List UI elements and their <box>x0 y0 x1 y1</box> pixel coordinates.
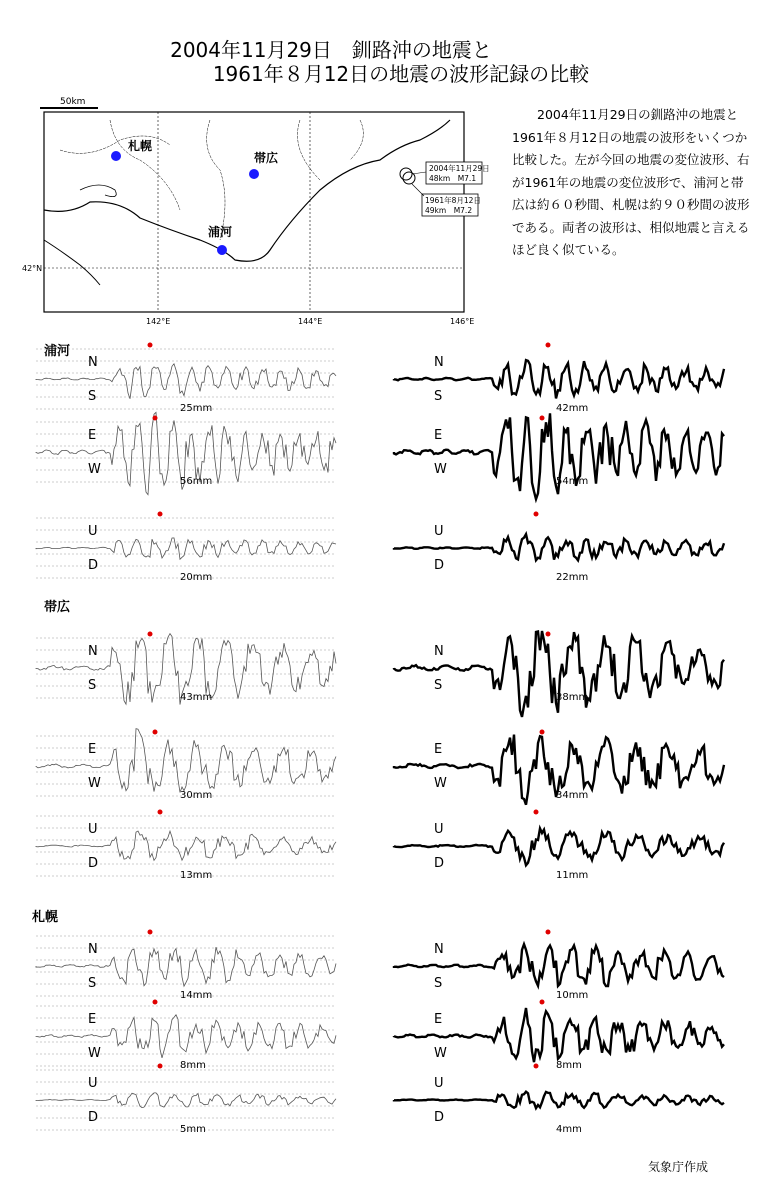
right-amp-marker <box>540 730 545 735</box>
left-amplitude-ud: 13mm <box>180 870 213 881</box>
lon-label-142: 142°E <box>146 317 171 326</box>
sapporo-marker <box>111 151 121 161</box>
right-amplitude-ns: 38mm <box>556 692 589 703</box>
right-amp-marker <box>534 1064 539 1069</box>
label-e-right: E <box>434 428 443 443</box>
left-trace-ns <box>36 364 336 399</box>
label-n-left: N <box>88 942 98 957</box>
lat-label: 42°N <box>22 264 43 273</box>
event-2004-info: 48km M7.1 <box>429 174 477 183</box>
label-d-left: D <box>88 1110 99 1125</box>
label-w-right: W <box>434 462 447 477</box>
label-d-left: D <box>88 558 99 573</box>
event-1961-date: 1961年8月12日 <box>425 196 481 205</box>
lon-label-144: 144°E <box>298 317 323 326</box>
right-amp-marker <box>534 512 539 517</box>
left-amplitude-ud: 20mm <box>180 572 213 583</box>
sapporo-label: 札幌 <box>128 139 153 153</box>
right-amp-marker <box>540 1000 545 1005</box>
label-n-right: N <box>434 942 444 957</box>
left-amp-marker <box>158 810 163 815</box>
left-amp-marker <box>158 512 163 517</box>
map-scale-label: 50km <box>60 97 86 107</box>
left-amplitude-ew: 56mm <box>180 476 213 487</box>
left-amp-marker <box>148 632 153 637</box>
left-amp-marker <box>158 1064 163 1069</box>
label-e-left: E <box>88 1012 97 1027</box>
label-u-left: U <box>88 822 98 837</box>
left-amplitude-ew: 30mm <box>180 790 213 801</box>
coastline <box>44 120 450 261</box>
label-s-right: S <box>434 976 443 991</box>
left-amplitude-ns: 43mm <box>180 692 213 703</box>
label-s-left: S <box>88 976 97 991</box>
label-d-right: D <box>434 558 445 573</box>
right-amp-marker <box>546 343 551 348</box>
label-n-right: N <box>434 644 444 659</box>
right-amplitude-ud: 4mm <box>556 1124 582 1135</box>
label-u-right: U <box>434 1076 444 1091</box>
right-amp-marker <box>540 416 545 421</box>
right-amplitude-ud: 11mm <box>556 870 589 881</box>
right-amplitude-ew: 54mm <box>556 476 589 487</box>
left-trace-ud <box>36 1093 336 1108</box>
left-amp-marker <box>153 1000 158 1005</box>
obihiro-marker <box>249 169 259 179</box>
label-u-right: U <box>434 524 444 539</box>
left-amplitude-ns: 25mm <box>180 403 213 414</box>
label-d-right: D <box>434 856 445 871</box>
left-amp-marker <box>148 930 153 935</box>
left-amplitude-ud: 5mm <box>180 1124 206 1135</box>
label-s-right: S <box>434 678 443 693</box>
description-text: 2004年11月29日の釧路沖の地震と1961年８月12日の地震の波形をいくつか比較した。左が今回の地震の変位波形、右が1961年の地震の変位波形で、浦河と帯広は約６０秒間、札幌は約９０秒間の波形である。両者の波形は、相似地震と言えるほど良く似ている。 <box>512 107 750 257</box>
left-trace-ud <box>36 538 336 559</box>
label-e-left: E <box>88 428 97 443</box>
label-d-right: D <box>434 1110 445 1125</box>
left-trace-ns <box>36 947 336 986</box>
label-s-right: S <box>434 389 443 404</box>
left-amp-marker <box>153 416 158 421</box>
left-amp-marker <box>148 343 153 348</box>
label-n-left: N <box>88 355 98 370</box>
right-amplitude-ew: 8mm <box>556 1060 582 1071</box>
label-e-left: E <box>88 742 97 757</box>
label-w-left: W <box>88 776 101 791</box>
event-2004-date: 2004年11月29日 <box>429 164 490 173</box>
label-u-left: U <box>88 524 98 539</box>
right-amplitude-ew: 34mm <box>556 790 589 801</box>
label-w-right: W <box>434 1046 447 1061</box>
left-amplitude-ew: 8mm <box>180 1060 206 1071</box>
label-w-left: W <box>88 1046 101 1061</box>
epicenter-2004 <box>400 168 412 180</box>
map-frame <box>44 112 464 312</box>
right-trace-ud <box>394 1092 724 1109</box>
lon-label-146: 146°E <box>450 317 475 326</box>
obihiro-label: 帯広 <box>254 151 279 165</box>
label-u-right: U <box>434 822 444 837</box>
left-trace-ud <box>36 831 336 860</box>
left-amp-marker <box>153 730 158 735</box>
label-s-left: S <box>88 678 97 693</box>
right-amplitude-ud: 22mm <box>556 572 589 583</box>
station-obihiro-label: 帯広 <box>44 600 71 615</box>
title-line-1: 2004年11月29日 釧路沖の地震と <box>170 38 492 62</box>
right-amp-marker <box>546 632 551 637</box>
left-trace-ew <box>36 729 336 793</box>
label-n-right: N <box>434 355 444 370</box>
waveform-panels <box>0 330 782 1150</box>
label-e-right: E <box>434 1012 443 1027</box>
label-w-left: W <box>88 462 101 477</box>
right-amp-marker <box>534 810 539 815</box>
urakawa-marker <box>217 245 227 255</box>
title-line-2: 1961年８月12日の地震の波形記録の比較 <box>212 62 590 86</box>
right-amp-marker <box>546 930 551 935</box>
station-urakawa-label: 浦河 <box>44 344 71 359</box>
label-w-right: W <box>434 776 447 791</box>
credit-text: 気象庁作成 <box>648 1160 709 1174</box>
epicenter-map <box>20 90 500 330</box>
right-amplitude-ns: 42mm <box>556 403 589 414</box>
label-s-left: S <box>88 389 97 404</box>
urakawa-label: 浦河 <box>208 225 233 239</box>
label-e-right: E <box>434 742 443 757</box>
station-sapporo-label: 札幌 <box>32 910 59 925</box>
left-amplitude-ns: 14mm <box>180 990 213 1001</box>
event-1961-info: 49km M7.2 <box>425 206 473 215</box>
label-u-left: U <box>88 1076 98 1091</box>
label-n-left: N <box>88 644 98 659</box>
left-trace-ew <box>36 1015 336 1058</box>
label-d-left: D <box>88 856 99 871</box>
right-amplitude-ns: 10mm <box>556 990 589 1001</box>
